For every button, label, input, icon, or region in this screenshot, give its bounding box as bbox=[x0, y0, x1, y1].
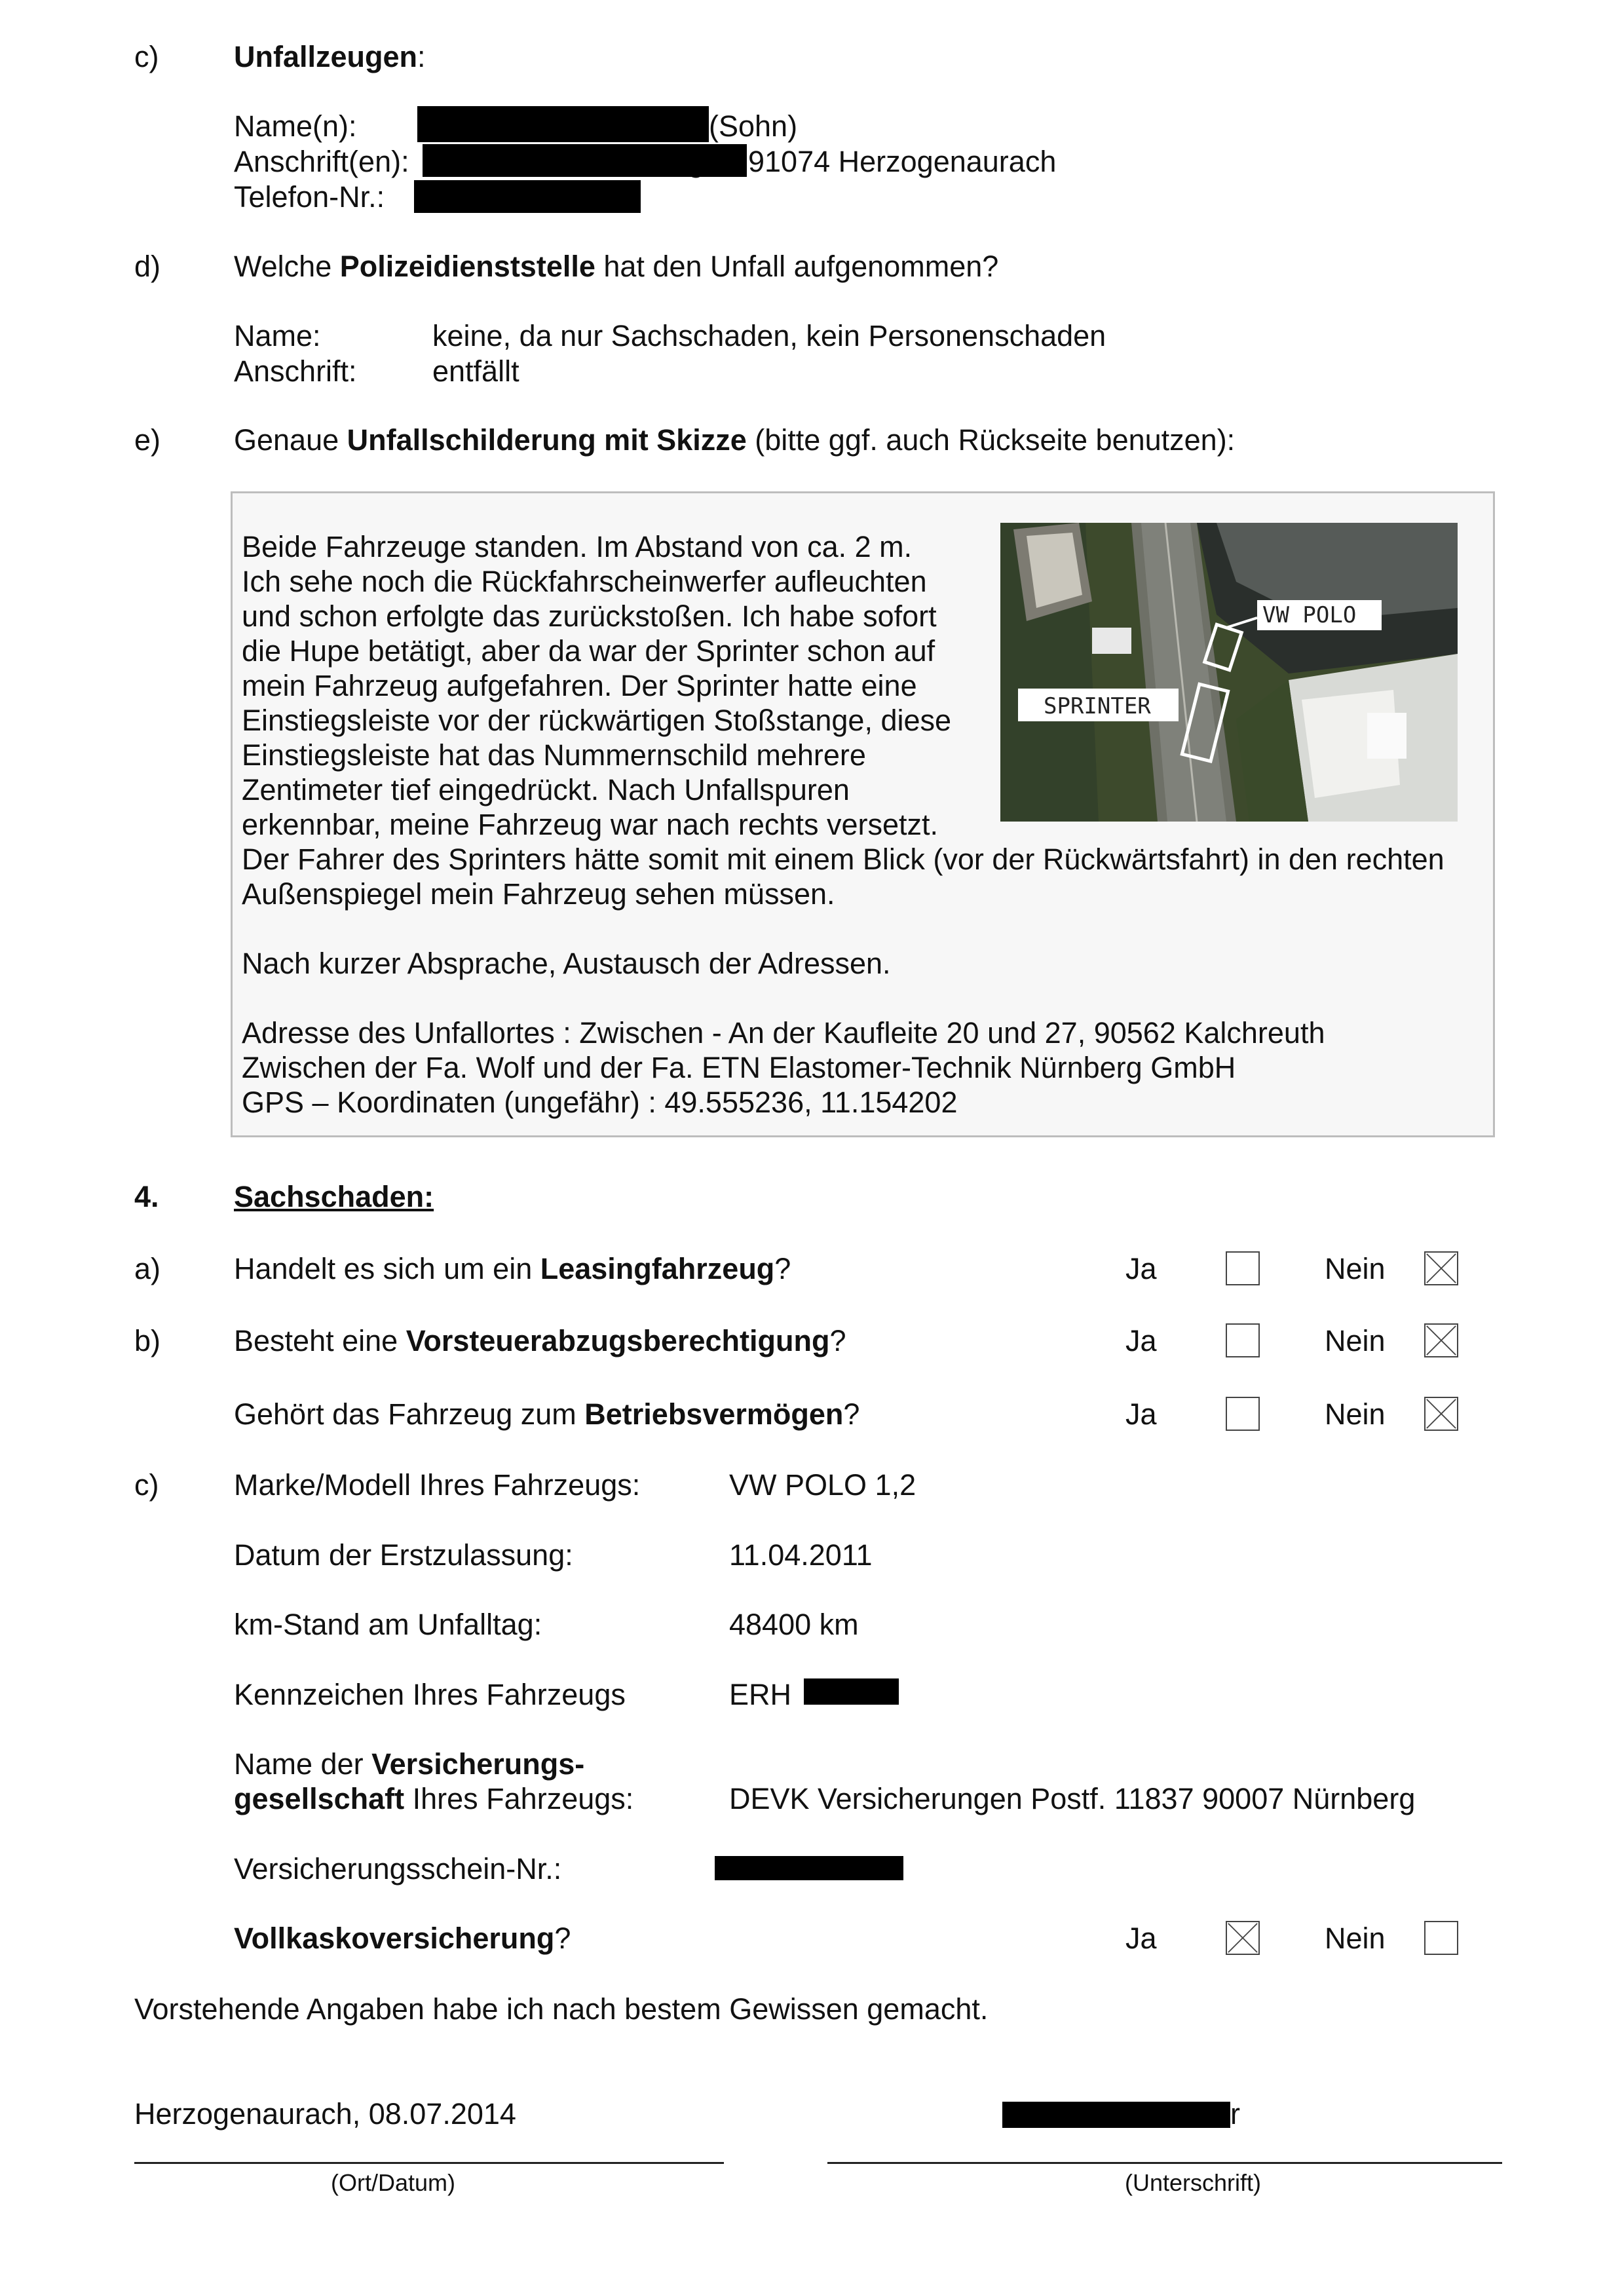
police-question: Welche Polizeidienststelle hat den Unfall aufgenommen? bbox=[234, 250, 999, 283]
redaction-bar bbox=[715, 1856, 903, 1880]
description-text: Beide Fahrzeuge standen. Im Abstand von ca. 2 m. Ich sehe noch die Rückfahrscheinwerfer aufleuchten und schon erfolgte das zurückstoßen. Ich habe sofort die Hupe betätigt, aber da war der Sprinter schon auf mein Fahrzeug aufgefahren. Der Sprinter hatte eine Einstiegsleiste vor der rückwärtigen Stoßstange, diese Einstiegsleiste hat das Nummernschild mehrere Zentimeter tief eingedrückt. Nach Unfallspuren erkennbar, meine Fahrzeug war nach rechts versetzt. Der Fahrer des Sprinters hätte somit mit einem Blick (vor der Rückwärtsfahrt) in den rechten Außenspiegel mein Fahrzeug sehen müssen. Nach kurzer Absprache, Austausch der Adressen. Adresse des Unfallortes : Zwischen - An der Kaufleite 20 und 27, 90562 Kalchreuth Zwischen der Fa. Wolf und der Fa. ETN Elastomer-Technik Nürnberg GmbH GPS – Koordinaten (ungefähr) : 49.555236, 11.154202 bbox=[242, 530, 1445, 1119]
tax-deduction-ja-checkbox[interactable] bbox=[1226, 1323, 1260, 1357]
section-letter: c) bbox=[134, 40, 159, 73]
question-letter: b) bbox=[134, 1324, 161, 1357]
insurer-value: DEVK Versicherungen Postf. 11837 90007 Nürnberg bbox=[729, 1782, 1416, 1815]
sketch-label-sprinter: SPRINTER bbox=[1044, 693, 1151, 719]
registration-date-value: 11.04.2011 bbox=[729, 1538, 873, 1572]
model-value: VW POLO 1,2 bbox=[729, 1468, 916, 1502]
nein-label: Nein bbox=[1325, 1397, 1386, 1431]
police-name-label: Name: bbox=[234, 319, 321, 352]
insurer-label: Name der Versicherungs- gesellschaft Ihres Fahrzeugs: bbox=[234, 1747, 634, 1815]
section-letter: e) bbox=[134, 423, 161, 457]
nein-label: Nein bbox=[1325, 1922, 1386, 1955]
registration-date-label: Datum der Erstzulassung: bbox=[234, 1538, 573, 1572]
witness-name-suffix: (Sohn) bbox=[709, 109, 798, 143]
section-letter: d) bbox=[134, 250, 161, 283]
question-letter: a) bbox=[134, 1252, 161, 1285]
plate-value: ERH bbox=[729, 1678, 792, 1711]
plate-label: Kennzeichen Ihres Fahrzeugs bbox=[234, 1678, 626, 1711]
redaction-bar bbox=[1002, 2102, 1230, 2128]
witness-phone-label: Telefon-Nr.: bbox=[234, 180, 385, 214]
leasing-ja-checkbox[interactable] bbox=[1226, 1251, 1260, 1285]
tax-deduction-nein-checkbox[interactable] bbox=[1424, 1323, 1458, 1357]
sketch-label-polo: VW POLO bbox=[1262, 602, 1357, 628]
comprehensive-ja-checkbox[interactable] bbox=[1226, 1921, 1260, 1955]
policy-number-label: Versicherungsschein-Nr.: bbox=[234, 1852, 562, 1886]
redaction-bar bbox=[414, 180, 641, 213]
ja-label: Ja bbox=[1125, 1324, 1157, 1357]
mileage-value: 48400 km bbox=[729, 1608, 859, 1641]
business-asset-nein-checkbox[interactable] bbox=[1424, 1397, 1458, 1431]
nein-label: Nein bbox=[1325, 1324, 1386, 1357]
leasing-nein-checkbox[interactable] bbox=[1424, 1251, 1458, 1285]
description-question: Genaue Unfallschilderung mit Skizze (bitte ggf. auch Rückseite benutzen): bbox=[234, 423, 1236, 457]
witness-name-label: Name(n): bbox=[234, 109, 357, 143]
aerial-map-illustration bbox=[1000, 523, 1458, 822]
redaction-bar bbox=[423, 144, 747, 177]
question-letter: c) bbox=[134, 1468, 159, 1502]
business-asset-question: Gehört das Fahrzeug zum Betriebsvermögen? bbox=[234, 1397, 860, 1431]
redaction-bar bbox=[417, 106, 709, 142]
section-title: Sachschaden: bbox=[234, 1180, 434, 1213]
comprehensive-question: Vollkaskoversicherung? bbox=[234, 1922, 571, 1955]
accident-sketch-photo bbox=[1000, 523, 1458, 822]
section-title: Unfallzeugen: bbox=[234, 40, 426, 73]
place-date: Herzogenaurach, 08.07.2014 bbox=[134, 2097, 516, 2131]
section-number: 4. bbox=[134, 1180, 159, 1213]
witness-address-value: 91074 Herzogenaurach bbox=[748, 145, 1057, 178]
model-label: Marke/Modell Ihres Fahrzeugs: bbox=[234, 1468, 641, 1502]
ja-label: Ja bbox=[1125, 1397, 1157, 1431]
leasing-question: Handelt es sich um ein Leasingfahrzeug? bbox=[234, 1252, 791, 1285]
police-address-label: Anschrift: bbox=[234, 354, 357, 388]
witness-address-label: Anschrift(en): bbox=[234, 145, 409, 178]
police-name-value: keine, da nur Sachschaden, kein Personenschaden bbox=[432, 319, 1106, 352]
ja-label: Ja bbox=[1125, 1922, 1157, 1955]
business-asset-ja-checkbox[interactable] bbox=[1226, 1397, 1260, 1431]
place-date-line bbox=[134, 2162, 724, 2164]
tax-deduction-question: Besteht eine Vorsteuerabzugsberechtigung? bbox=[234, 1324, 846, 1357]
mileage-label: km-Stand am Unfalltag: bbox=[234, 1608, 542, 1641]
signature-trail: r bbox=[1230, 2097, 1240, 2131]
police-address-value: entfällt bbox=[432, 354, 519, 388]
signature-line bbox=[827, 2162, 1502, 2164]
ja-label: Ja bbox=[1125, 1252, 1157, 1285]
place-date-caption: (Ort/Datum) bbox=[331, 2169, 456, 2196]
redaction-bar bbox=[804, 1678, 899, 1705]
declaration-text: Vorstehende Angaben habe ich nach bestem Gewissen gemacht. bbox=[134, 1992, 989, 2026]
signature-caption: (Unterschrift) bbox=[1125, 2169, 1262, 2196]
comprehensive-nein-checkbox[interactable] bbox=[1424, 1921, 1458, 1955]
nein-label: Nein bbox=[1325, 1252, 1386, 1285]
